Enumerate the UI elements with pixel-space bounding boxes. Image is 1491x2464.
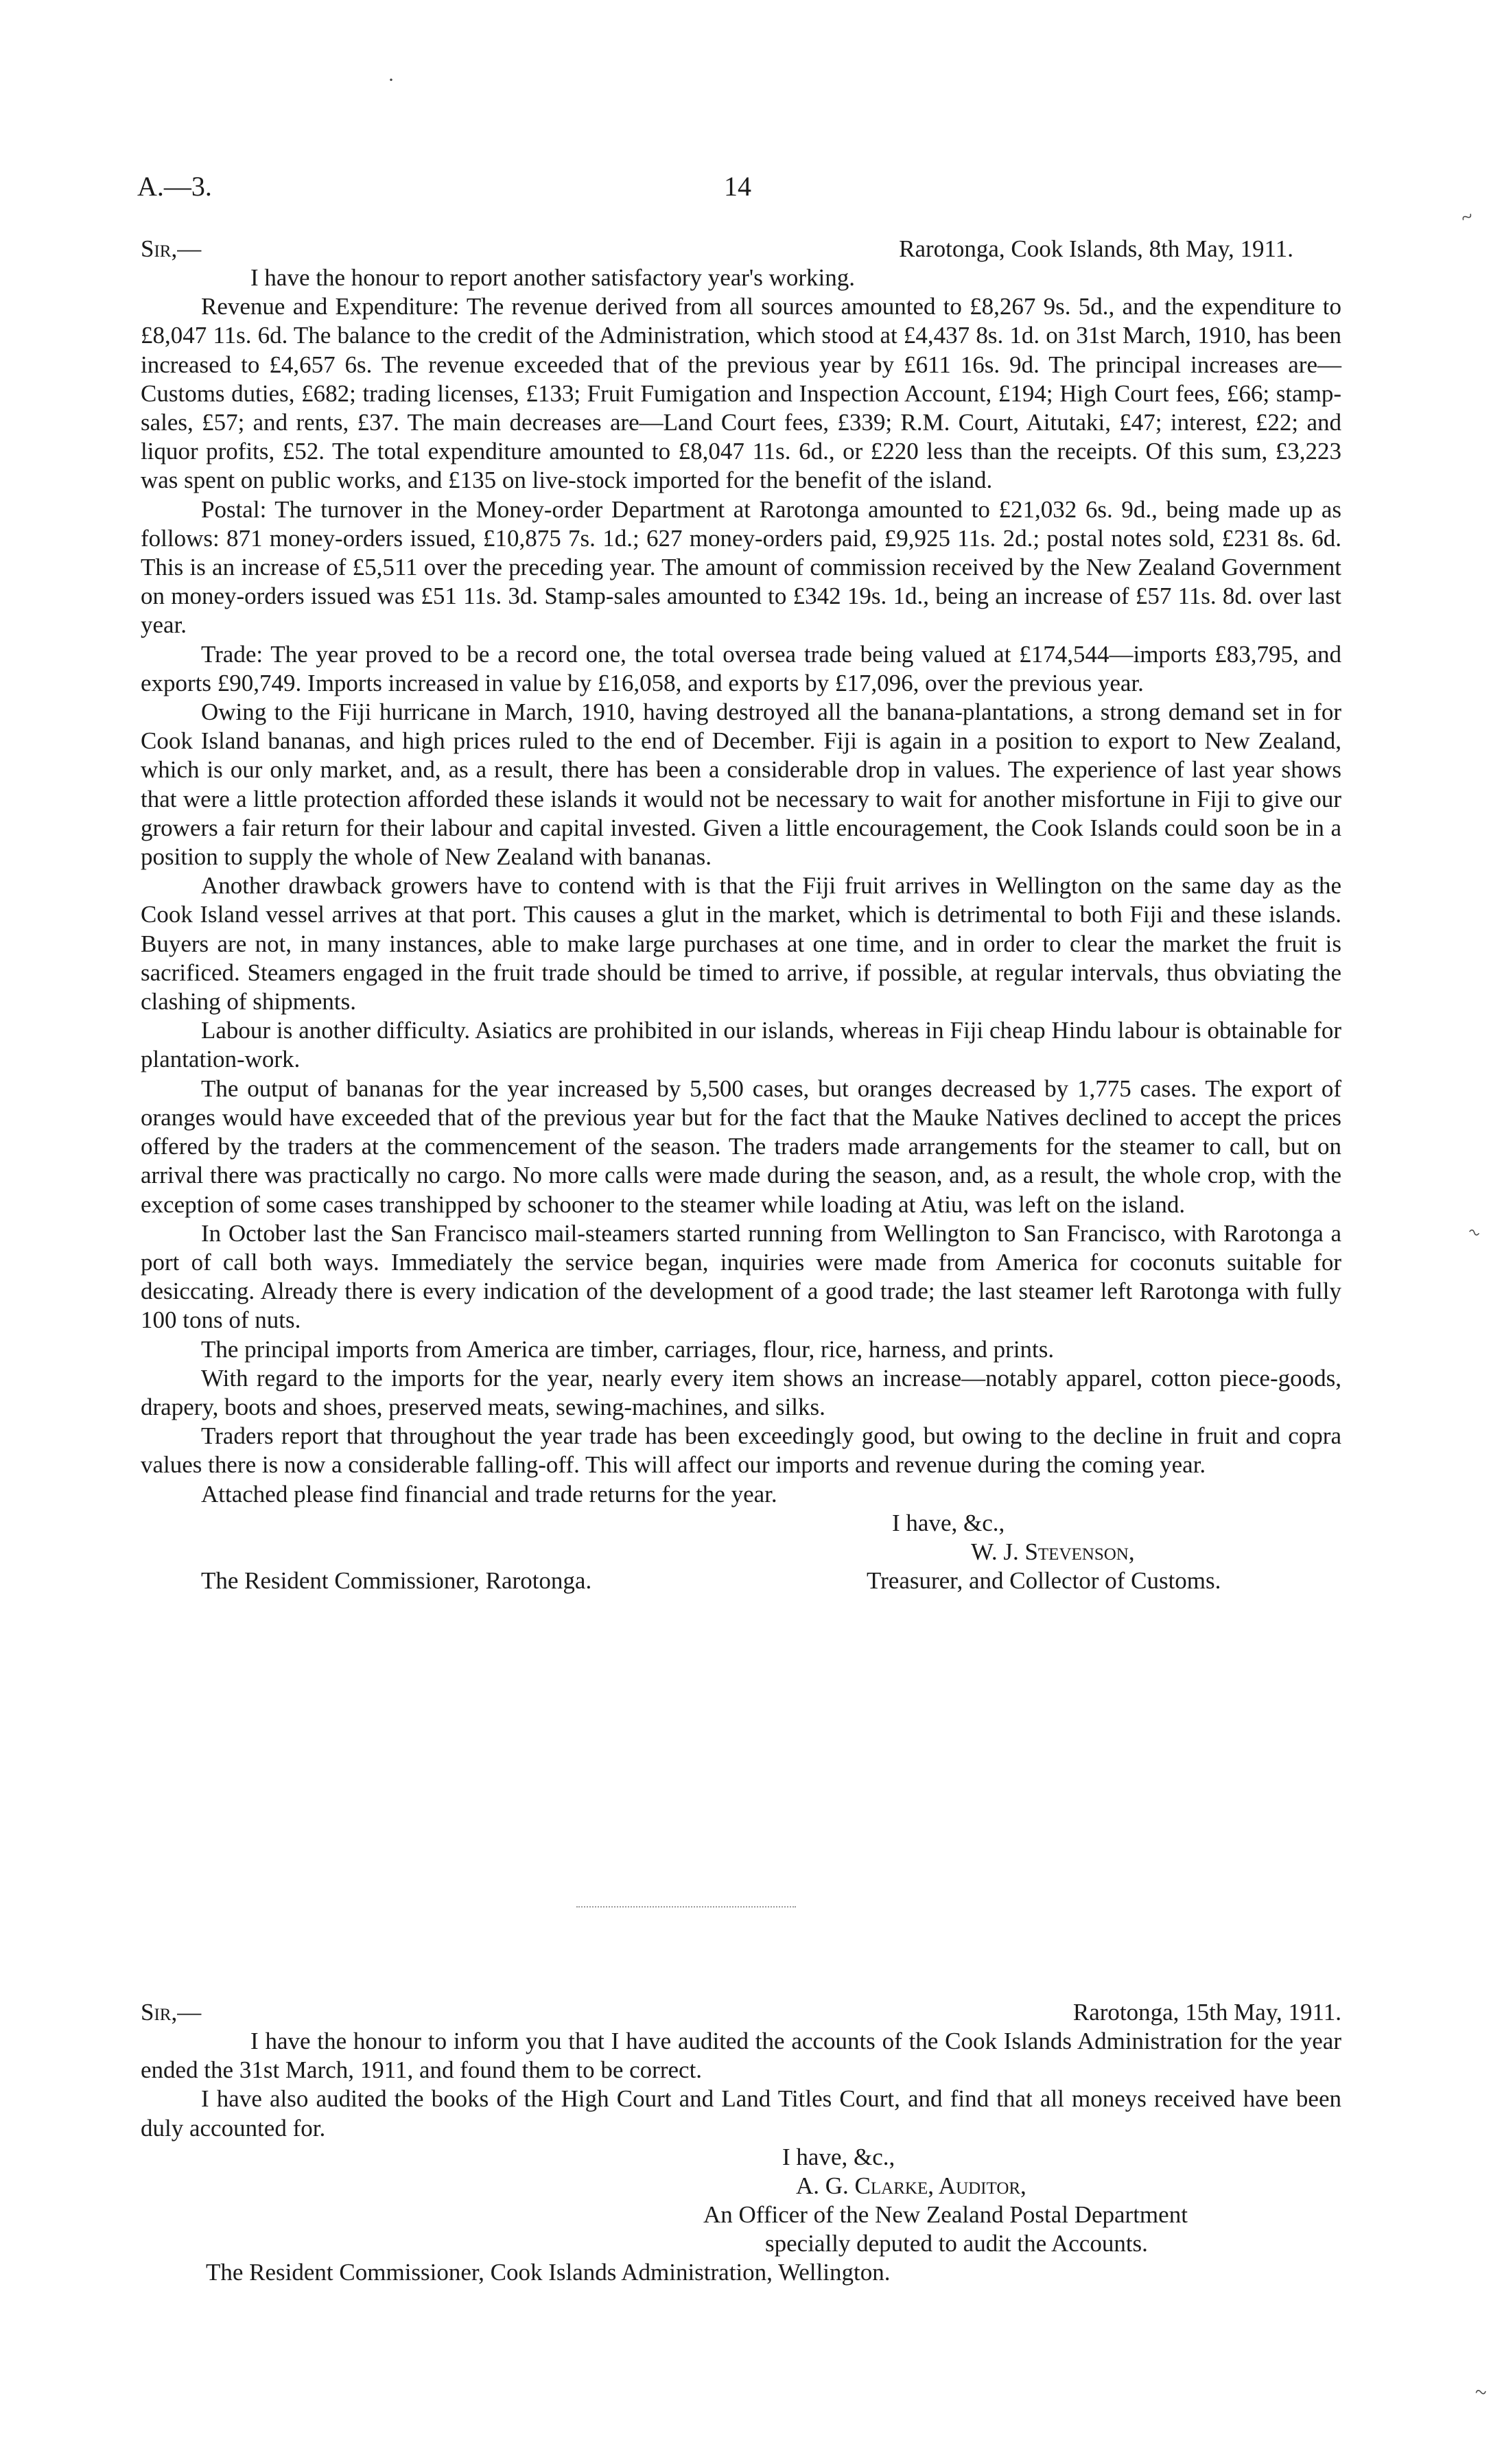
margin-pen-mark: ~ (1457, 204, 1477, 230)
paragraph-trade: Trade: The year proved to be a record one, the total oversea trade being valued at £174,544—imports £83,795, and exports £90,749. Imports increased in value by £16,058, and exports by £17,096, over the previous year. (141, 640, 1341, 696)
paragraph-mail-steamers: In October last the San Francisco mail-steamers started running from Wellington to San Francisco, with Rarotonga a port of call both ways. Immediately the service began, inquiries were made from America for coconuts suitable for desiccating. Already there is every indication of the development of a good trade; the last steamer left Rarotonga with fully 100 tons of nuts. (141, 1219, 1341, 1334)
signatory-office: An Officer of the New Zealand Postal Department (703, 2201, 1188, 2228)
paragraph-output: The output of bananas for the year increased by 5,500 cases, but oranges decreased by 1,775 cases. The export of oranges would have exceeded that of the previous year but for the fact that the Mauke Natives declined to accept the prices offered by the traders at the commencement of the season. The traders made arrangements for the steamer to call, but on arrival there was practically no cargo. No more calls were made during the season, and, as a result, the whole crop, with the exception of some cases transhipped by schooner to the steamer while loading at Atiu, was left on the island. (141, 1075, 1341, 1218)
section-divider (576, 1906, 796, 1908)
dateline: Rarotonga, 15th May, 1911. (1072, 1999, 1341, 2026)
letter-heading (141, 235, 1341, 263)
page-header (137, 170, 1372, 211)
paragraph-audit: I have the honour to inform you that I have audited the accounts of the Cook Islands Administration for the year ended the 31st March, 1911, and found them to be correct. (141, 2028, 1341, 2084)
signatory-name: W. J. Stevenson, (971, 1538, 1135, 1565)
paragraph-attached: Attached please find financial and trade returns for the year. (201, 1480, 777, 1507)
salutation: Sir,— (141, 1999, 202, 2026)
paragraph-fiji-hurricane: Owing to the Fiji hurricane in March, 1910, having destroyed all the banana-plantations, a strong demand set in for Cook Island bananas, and high prices ruled to the end of December. Fiji is again in a position to export to New Zealand, which is our only market, and, as a result, there has been a considerable drop in values. The experience of last year shows that were a little protection afforded these islands it would not be necessary to wait for another misfortune in Fiji to give our growers a fair return for their labour and capital invested. Given a little encouragement, the Cook Islands could soon be in a position to supply the whole of New Zealand with bananas. (141, 699, 1341, 871)
signatory-name: A. G. Clarke, Auditor, (796, 2172, 1026, 2199)
page-number: 14 (724, 171, 751, 202)
closing: I have, &c., (782, 2143, 895, 2170)
speck-mark: · (388, 69, 395, 91)
closing: I have, &c., (892, 1509, 1005, 1536)
margin-pen-mark: ~ (1473, 2380, 1489, 2405)
paragraph-courts: I have also audited the books of the High Court and Land Titles Court, and find that all moneys received have been duly accounted for. (141, 2085, 1341, 2142)
paragraph-principal-imports: The principal imports from America are timber, carriages, flour, rice, harness, and prints. (201, 1335, 1055, 1363)
addressee: The Resident Commissioner, Cook Islands Administration, Wellington. (206, 2258, 891, 2286)
paragraph-traders-report: Traders report that throughout the year trade has been exceedingly good, but owing to the decline in fruit and copra values there is now a considerable falling-off. This will affect our imports and revenue during the coming year. (141, 1422, 1341, 1479)
paragraph-postal: Postal: The turnover in the Money-order Department at Rarotonga amounted to £21,032 6s. 9d., being made up as follows: 871 money-orders issued, £10,875 7s. 1d.; 627 money-orders paid, £9,925 11s. 2d.; postal notes sold, £231 8s. 6d. This is an increase of £5,511 over the preceding year. The amount of commission received by the New Zealand Government on money-orders issued was £51 11s. 3d. Stamp-sales amounted to £342 19s. 1d., being an increase of £57 11s. 8d. over last year. (141, 495, 1341, 639)
signature-block (141, 2143, 1341, 2287)
paragraph-drawback: Another drawback growers have to contend with is that the Fiji fruit arrives in Wellington on the same day as the Cook Island vessel arrives at that port. This causes a glut in the market, which is detrimental to both Fiji and these islands. Buyers are not, in many instances, able to make large purchases at one time, and in order to clear the market the fruit is sacrificed. Steamers engaged in the fruit trade should be timed to arrive, if possible, at regular intervals, thus obviating the clashing of shipments. (141, 872, 1341, 1016)
addressee: The Resident Commissioner, Rarotonga. (201, 1567, 592, 1594)
document-reference: A.—3. (137, 171, 212, 202)
auditor-letter (141, 1998, 1341, 2287)
salutation: Sir,— (141, 235, 202, 262)
paragraph-labour: Labour is another difficulty. Asiatics are prohibited in our islands, whereas in Fiji cheap Hindu labour is obtainable for plantation-work. (141, 1017, 1341, 1073)
dateline: Rarotonga, Cook Islands, 8th May, 1911. (899, 235, 1293, 262)
paragraph: I have the honour to report another satisfactory year's working. (250, 264, 856, 291)
signatory-deputation: specially deputed to audit the Accounts. (765, 2229, 1148, 2257)
letter-heading (141, 1998, 1341, 2027)
signatory-title: Treasurer, and Collector of Customs. (867, 1567, 1221, 1594)
margin-pen-mark: ~ (1464, 1220, 1485, 1245)
paragraph-imports-year: With regard to the imports for the year, nearly every item shows an increase—notably apparel, cotton piece-goods, drapery, boots and shoes, preserved meats, sewing-machines, and silks. (141, 1364, 1341, 1420)
paragraph-revenue: Revenue and Expenditure: The revenue derived from all sources amounted to £8,267 9s. 5d., and the expenditure to £8,047 11s. 6d. The balance to the credit of the Administration, which stood at £4,437 8s. 1d. on 31st March, 1910, has been increased to £4,657 6s. The revenue exceeded that of the previous year by £611 16s. 9d. The principal increases are—Customs duties, £682; trading licenses, £133; Fruit Fumigation and Inspection Account, £194; High Court fees, £66; stamp-sales, £57; and rents, £37. The main decreases are—Land Court fees, £339; R.M. Court, Aitutaki, £47; interest, £22; and liquor profits, £52. The total expenditure amounted to £8,047 11s. 6d., or £220 less than the receipts. Of this sum, £3,223 was spent on public works, and £135 on live-stock imported for the benefit of the island. (141, 293, 1341, 494)
treasurer-letter (141, 235, 1341, 1595)
signature-block (141, 1509, 1341, 1595)
